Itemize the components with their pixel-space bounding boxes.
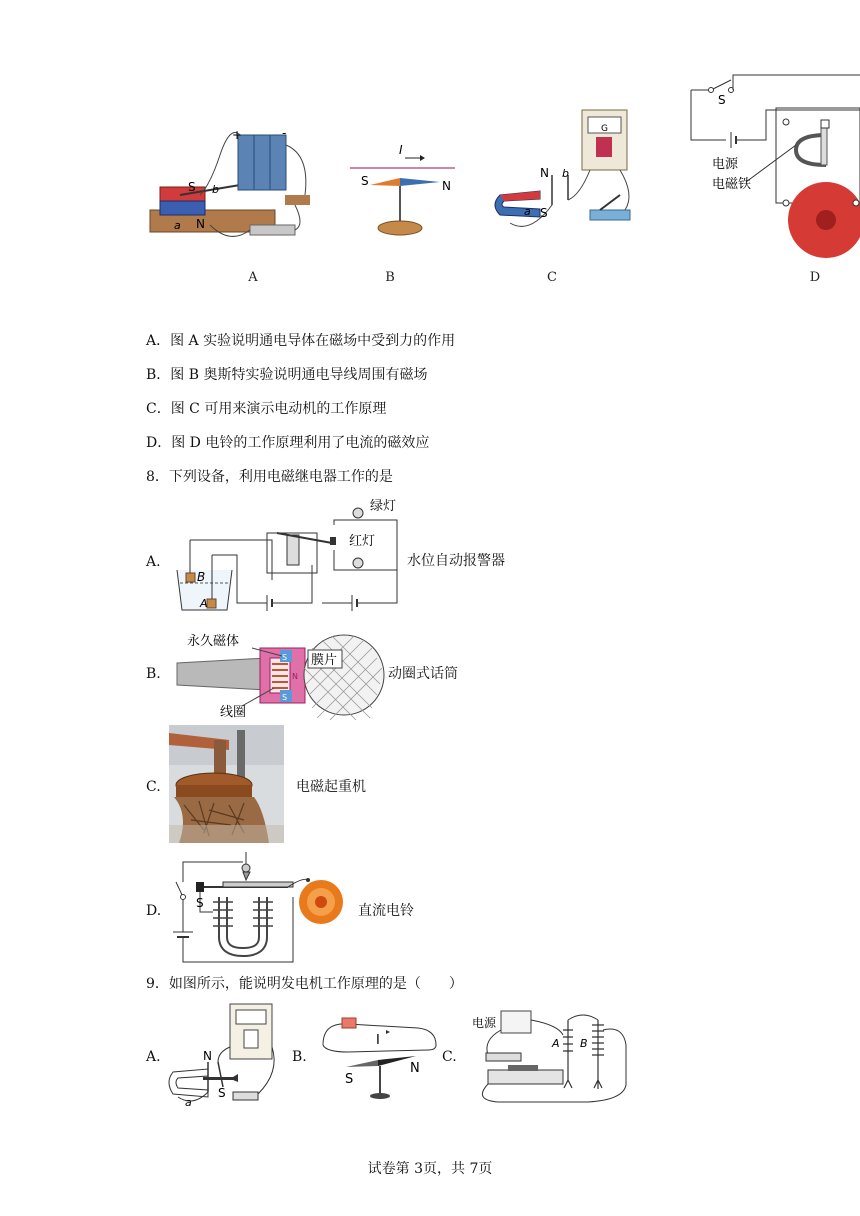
fig-b-label-s: S bbox=[361, 174, 369, 188]
q8-a-label-b: B bbox=[197, 570, 206, 584]
fig-b-label-n: N bbox=[442, 179, 451, 193]
q8-b-label-permanent-magnet: 永久磁体 bbox=[187, 634, 240, 649]
q8-option-a-letter: A. bbox=[146, 554, 161, 570]
fig-c-label-a: a bbox=[524, 205, 531, 218]
fig-c-label-g: G bbox=[601, 124, 608, 134]
q8-b-label-s-top: S bbox=[282, 653, 288, 662]
q9-b-label-n: N bbox=[410, 1061, 420, 1076]
q9-a-label-a: a bbox=[185, 1096, 192, 1108]
q8-option-d-caption: 直流电铃 bbox=[358, 903, 414, 919]
fig-d-caption: D bbox=[809, 270, 821, 285]
q9-c-label-a: A bbox=[552, 1037, 560, 1050]
q9-option-b-letter: B. bbox=[292, 1049, 307, 1065]
q8-b-label-diaphragm: 膜片 bbox=[311, 653, 338, 668]
q7-option-a: A．图 A 实验说明通电导体在磁场中受到力的作用 bbox=[146, 333, 456, 349]
fig-a-caption: A bbox=[248, 270, 258, 285]
q8-option-a-caption: 水位自动报警器 bbox=[407, 553, 505, 569]
fig-c-label-n: N bbox=[540, 166, 549, 180]
q9-a-figure bbox=[168, 1002, 283, 1108]
fig-a-label-plus: + bbox=[232, 128, 243, 142]
page-footer: 试卷第 3页，共 7页 bbox=[367, 1161, 493, 1177]
q8-option-d-letter: D. bbox=[146, 903, 162, 919]
fig-a-label-n: N bbox=[196, 217, 205, 231]
q8-stem: 8．下列设备，利用电磁继电器工作的是 bbox=[146, 469, 393, 485]
fig-c-label-s: S bbox=[540, 206, 548, 220]
q7-option-b: B．图 B 奥斯特实验说明通电导线周围有磁场 bbox=[146, 367, 428, 383]
fig-a-label-a: a bbox=[174, 219, 181, 232]
fig-b-label-i: I bbox=[399, 143, 403, 157]
fig-a-label-minus: - bbox=[282, 126, 287, 140]
q8-b-label-n: N bbox=[292, 672, 298, 681]
q8-a-label-green-light: 绿灯 bbox=[370, 499, 397, 514]
q9-option-a-letter: A. bbox=[146, 1049, 161, 1065]
q9-option-c-letter: C. bbox=[442, 1049, 457, 1065]
fig-c-label-b: b bbox=[562, 167, 569, 180]
fig-a-label-s: S bbox=[188, 180, 196, 194]
q8-a-label-a: A bbox=[200, 597, 208, 610]
q8-b-label-coil: 线圈 bbox=[220, 705, 247, 720]
q8-b-label-s-bottom: S bbox=[282, 693, 288, 702]
q9-a-label-s: S bbox=[218, 1086, 226, 1100]
q9-b-label-s: S bbox=[345, 1072, 354, 1087]
q9-c-figure bbox=[468, 1005, 638, 1105]
fig-d-label-power: 电源 bbox=[712, 157, 739, 172]
q9-b-figure bbox=[318, 1010, 440, 1102]
q8-c-crane-photo bbox=[169, 725, 284, 843]
q9-b-label-i: I bbox=[376, 1033, 380, 1048]
figure-c bbox=[490, 105, 640, 245]
q7-option-d: D．图 D 电铃的工作原理利用了电流的磁效应 bbox=[146, 435, 430, 451]
q8-a-label-red-light: 红灯 bbox=[349, 534, 376, 549]
q8-option-c-caption: 电磁起重机 bbox=[296, 779, 366, 795]
fig-d-label-electromagnet: 电磁铁 bbox=[712, 177, 752, 192]
fig-d-label-s: S bbox=[718, 93, 726, 107]
q9-c-label-power: 电源 bbox=[472, 1016, 497, 1030]
figure-d bbox=[686, 70, 860, 270]
figure-b bbox=[345, 140, 460, 240]
q8-option-c-letter: C. bbox=[146, 779, 161, 795]
q8-a-water-alarm-figure bbox=[172, 495, 400, 615]
q9-c-label-b: B bbox=[580, 1037, 588, 1050]
q8-option-b-letter: B. bbox=[146, 666, 161, 682]
fig-c-caption: C bbox=[547, 270, 557, 285]
q9-stem: 9．如图所示，能说明发电机工作原理的是（ ） bbox=[146, 976, 463, 992]
q9-a-label-n: N bbox=[203, 1049, 212, 1063]
q7-option-c: C．图 C 可用来演示电动机的工作原理 bbox=[146, 401, 387, 417]
q8-d-bell-photo bbox=[296, 878, 346, 926]
q8-d-label-s: S bbox=[196, 896, 204, 910]
fig-a-label-b: b bbox=[212, 183, 219, 196]
figure-a bbox=[140, 125, 315, 265]
q8-option-b-caption: 动圈式话筒 bbox=[388, 666, 458, 682]
q8-b-microphone-figure bbox=[172, 628, 387, 720]
fig-b-caption: B bbox=[385, 270, 395, 285]
